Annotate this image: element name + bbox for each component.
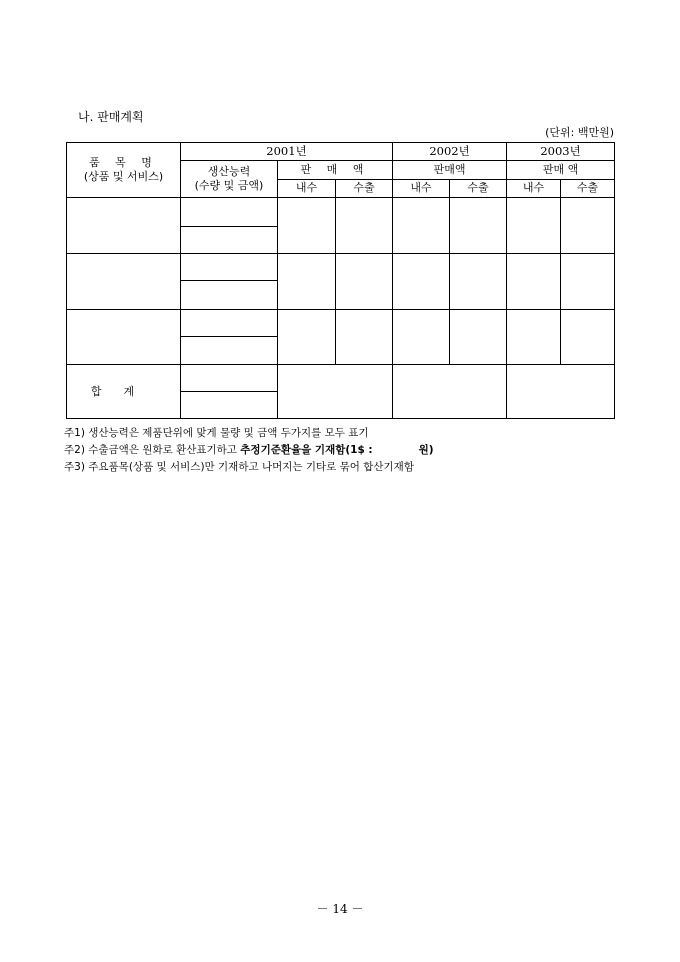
item-name-header-label: 품 목 명 xyxy=(89,156,158,170)
export-header-2001: 수출 xyxy=(336,179,393,197)
note-2-emphasis: 추정기준환율을 기재함(1$ : xyxy=(240,444,373,456)
year-2001-header: 2001년 xyxy=(181,143,393,161)
capacity-amount-cell[interactable] xyxy=(181,281,278,310)
item-name-header-sub: (상품 및 서비스) xyxy=(83,169,164,183)
unit-note: (단위: 백만원) xyxy=(545,126,614,139)
year-2003-header: 2003년 xyxy=(507,143,615,161)
sales-header-2003: 판매 액 xyxy=(507,161,615,179)
capacity-header xyxy=(181,161,278,198)
capacity-quantity-cell[interactable] xyxy=(181,253,278,280)
value-cell[interactable] xyxy=(561,253,615,309)
value-cell[interactable] xyxy=(336,309,393,364)
sales-header-2001: 판 매 액 xyxy=(278,161,393,179)
value-cell[interactable] xyxy=(561,309,615,364)
total-capacity-amount-cell[interactable] xyxy=(181,392,278,419)
value-cell[interactable] xyxy=(561,197,615,253)
value-cell[interactable] xyxy=(336,253,393,309)
sales-plan-table xyxy=(66,142,615,419)
total-2002-cell[interactable] xyxy=(393,364,507,418)
item-cell[interactable] xyxy=(67,309,181,364)
item-name-header xyxy=(67,143,181,198)
total-label: 합계 xyxy=(67,364,181,418)
total-2001-cell[interactable] xyxy=(278,364,393,418)
export-header-2003: 수출 xyxy=(561,179,615,197)
value-cell[interactable] xyxy=(450,253,507,309)
value-cell[interactable] xyxy=(450,197,507,253)
section-title: 나. 판매계획 xyxy=(78,110,144,124)
capacity-header-sub: (수량 및 금액) xyxy=(194,179,264,193)
capacity-header-label: 생산능력 xyxy=(207,165,251,179)
value-cell[interactable] xyxy=(507,309,561,364)
export-header-2002: 수출 xyxy=(450,179,507,197)
note-2-text: 주2) 수출금액은 원화로 환산표기하고 xyxy=(64,444,241,456)
value-cell[interactable] xyxy=(507,253,561,309)
note-3: 주3) 주요품목(상품 및 서비스)만 기재하고 나머지는 기타로 묶어 합산기재함 xyxy=(64,461,414,473)
capacity-amount-cell[interactable] xyxy=(181,337,278,364)
capacity-quantity-cell[interactable] xyxy=(181,309,278,336)
value-cell[interactable] xyxy=(507,197,561,253)
value-cell[interactable] xyxy=(393,197,450,253)
value-cell[interactable] xyxy=(278,197,336,253)
value-cell[interactable] xyxy=(336,197,393,253)
domestic-header-2002: 내수 xyxy=(393,179,450,197)
value-cell[interactable] xyxy=(450,309,507,364)
sales-header-2002: 판매액 xyxy=(393,161,507,179)
item-cell[interactable] xyxy=(67,253,181,309)
value-cell[interactable] xyxy=(393,253,450,309)
domestic-header-2003: 내수 xyxy=(507,179,561,197)
note-2-emphasis-end: 원) xyxy=(418,444,434,456)
year-2002-header: 2002년 xyxy=(393,143,507,161)
total-2003-cell[interactable] xyxy=(507,364,615,418)
page-number: － 14 － xyxy=(316,902,364,916)
domestic-header-2001: 내수 xyxy=(278,179,336,197)
item-cell[interactable] xyxy=(67,197,181,253)
value-cell[interactable] xyxy=(278,253,336,309)
value-cell[interactable] xyxy=(278,309,336,364)
value-cell[interactable] xyxy=(393,309,450,364)
capacity-quantity-cell[interactable] xyxy=(181,197,278,226)
note-2 xyxy=(64,442,434,459)
total-capacity-quantity-cell[interactable] xyxy=(181,364,278,391)
capacity-amount-cell[interactable] xyxy=(181,226,278,253)
note-1: 주1) 생산능력은 제품단위에 맞게 물량 및 금액 두가지를 모두 표기 xyxy=(64,427,369,439)
notes xyxy=(64,425,434,476)
